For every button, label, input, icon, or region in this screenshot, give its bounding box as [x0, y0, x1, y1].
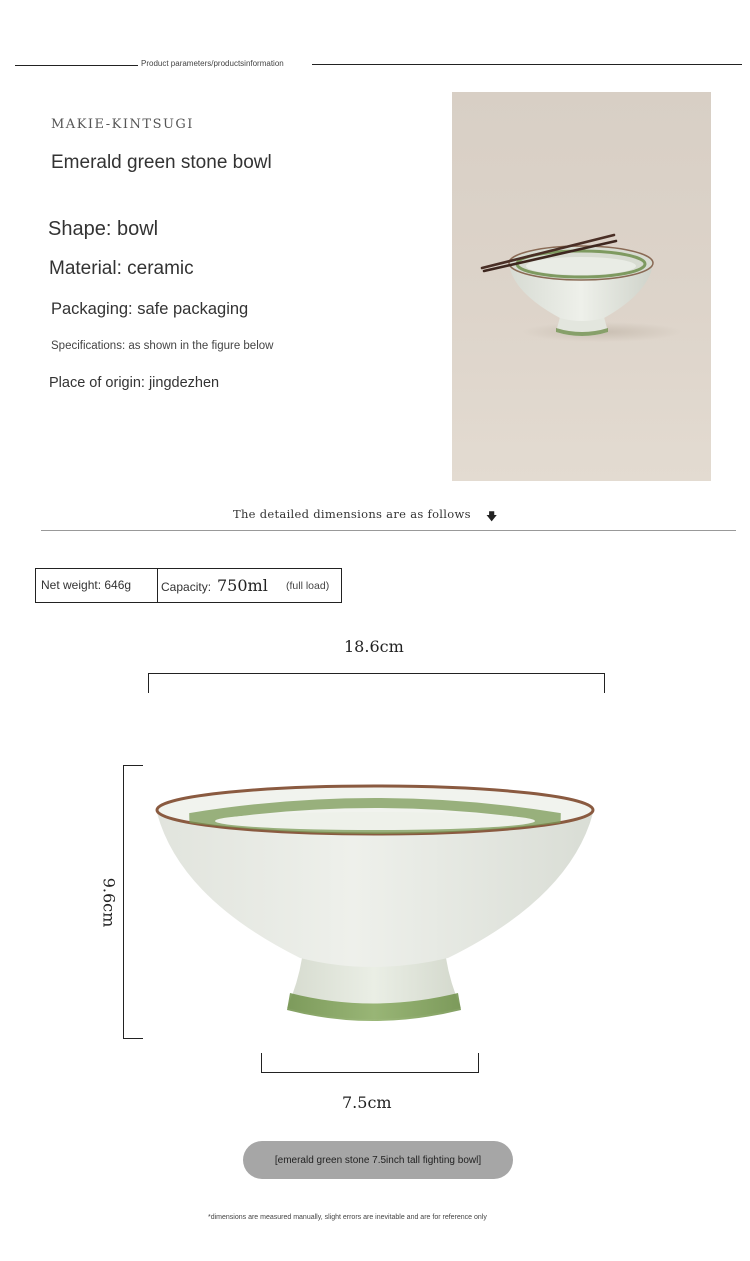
footnote: *dimensions are measured manually, slight errors are inevitable and are for reference only [208, 1214, 487, 1221]
capacity-label: Capacity: [161, 580, 212, 594]
product-caption-badge [243, 1141, 513, 1179]
header-rule-left [15, 65, 138, 66]
bowl-with-chopsticks-image [452, 92, 711, 481]
base-dimension: 7.5cm [342, 1093, 392, 1112]
section-title: Product parameters/productsinformation [141, 59, 284, 68]
product-name: Emerald green stone bowl [51, 152, 272, 173]
capacity-value: 750ml [217, 576, 268, 595]
info-box-divider [157, 569, 158, 602]
capacity-note: (full load) [286, 580, 330, 592]
header-rule-right [312, 64, 742, 65]
bowl-side-view [150, 778, 600, 1038]
brand-name: MAKIE-KINTSUGI [51, 117, 194, 132]
spec-material: Material: ceramic [49, 258, 194, 279]
divider-rule [41, 530, 736, 531]
height-dimension: 9.6cm [99, 877, 119, 928]
product-photo [452, 92, 711, 481]
spec-origin: Place of origin: jingdezhen [49, 375, 220, 391]
spec-packaging: Packaging: safe packaging [51, 300, 249, 318]
spec-specifications: Specifications: as shown in the figure below [51, 340, 274, 352]
base-bracket [261, 1053, 479, 1073]
product-caption: [emerald green stone 7.5inch tall fighting bowl] [274, 1154, 482, 1166]
bowl-image [150, 778, 600, 1038]
height-bracket [123, 765, 143, 1039]
dimensions-heading: The detailed dimensions are as follows [233, 507, 471, 521]
width-bracket [148, 673, 605, 693]
net-weight: Net weight: 646g [41, 578, 132, 592]
spec-shape: Shape: bowl [48, 218, 159, 240]
arrow-down-icon: 🡇 [486, 511, 498, 523]
weight-capacity-box [35, 568, 342, 603]
width-dimension: 18.6cm [344, 637, 404, 656]
